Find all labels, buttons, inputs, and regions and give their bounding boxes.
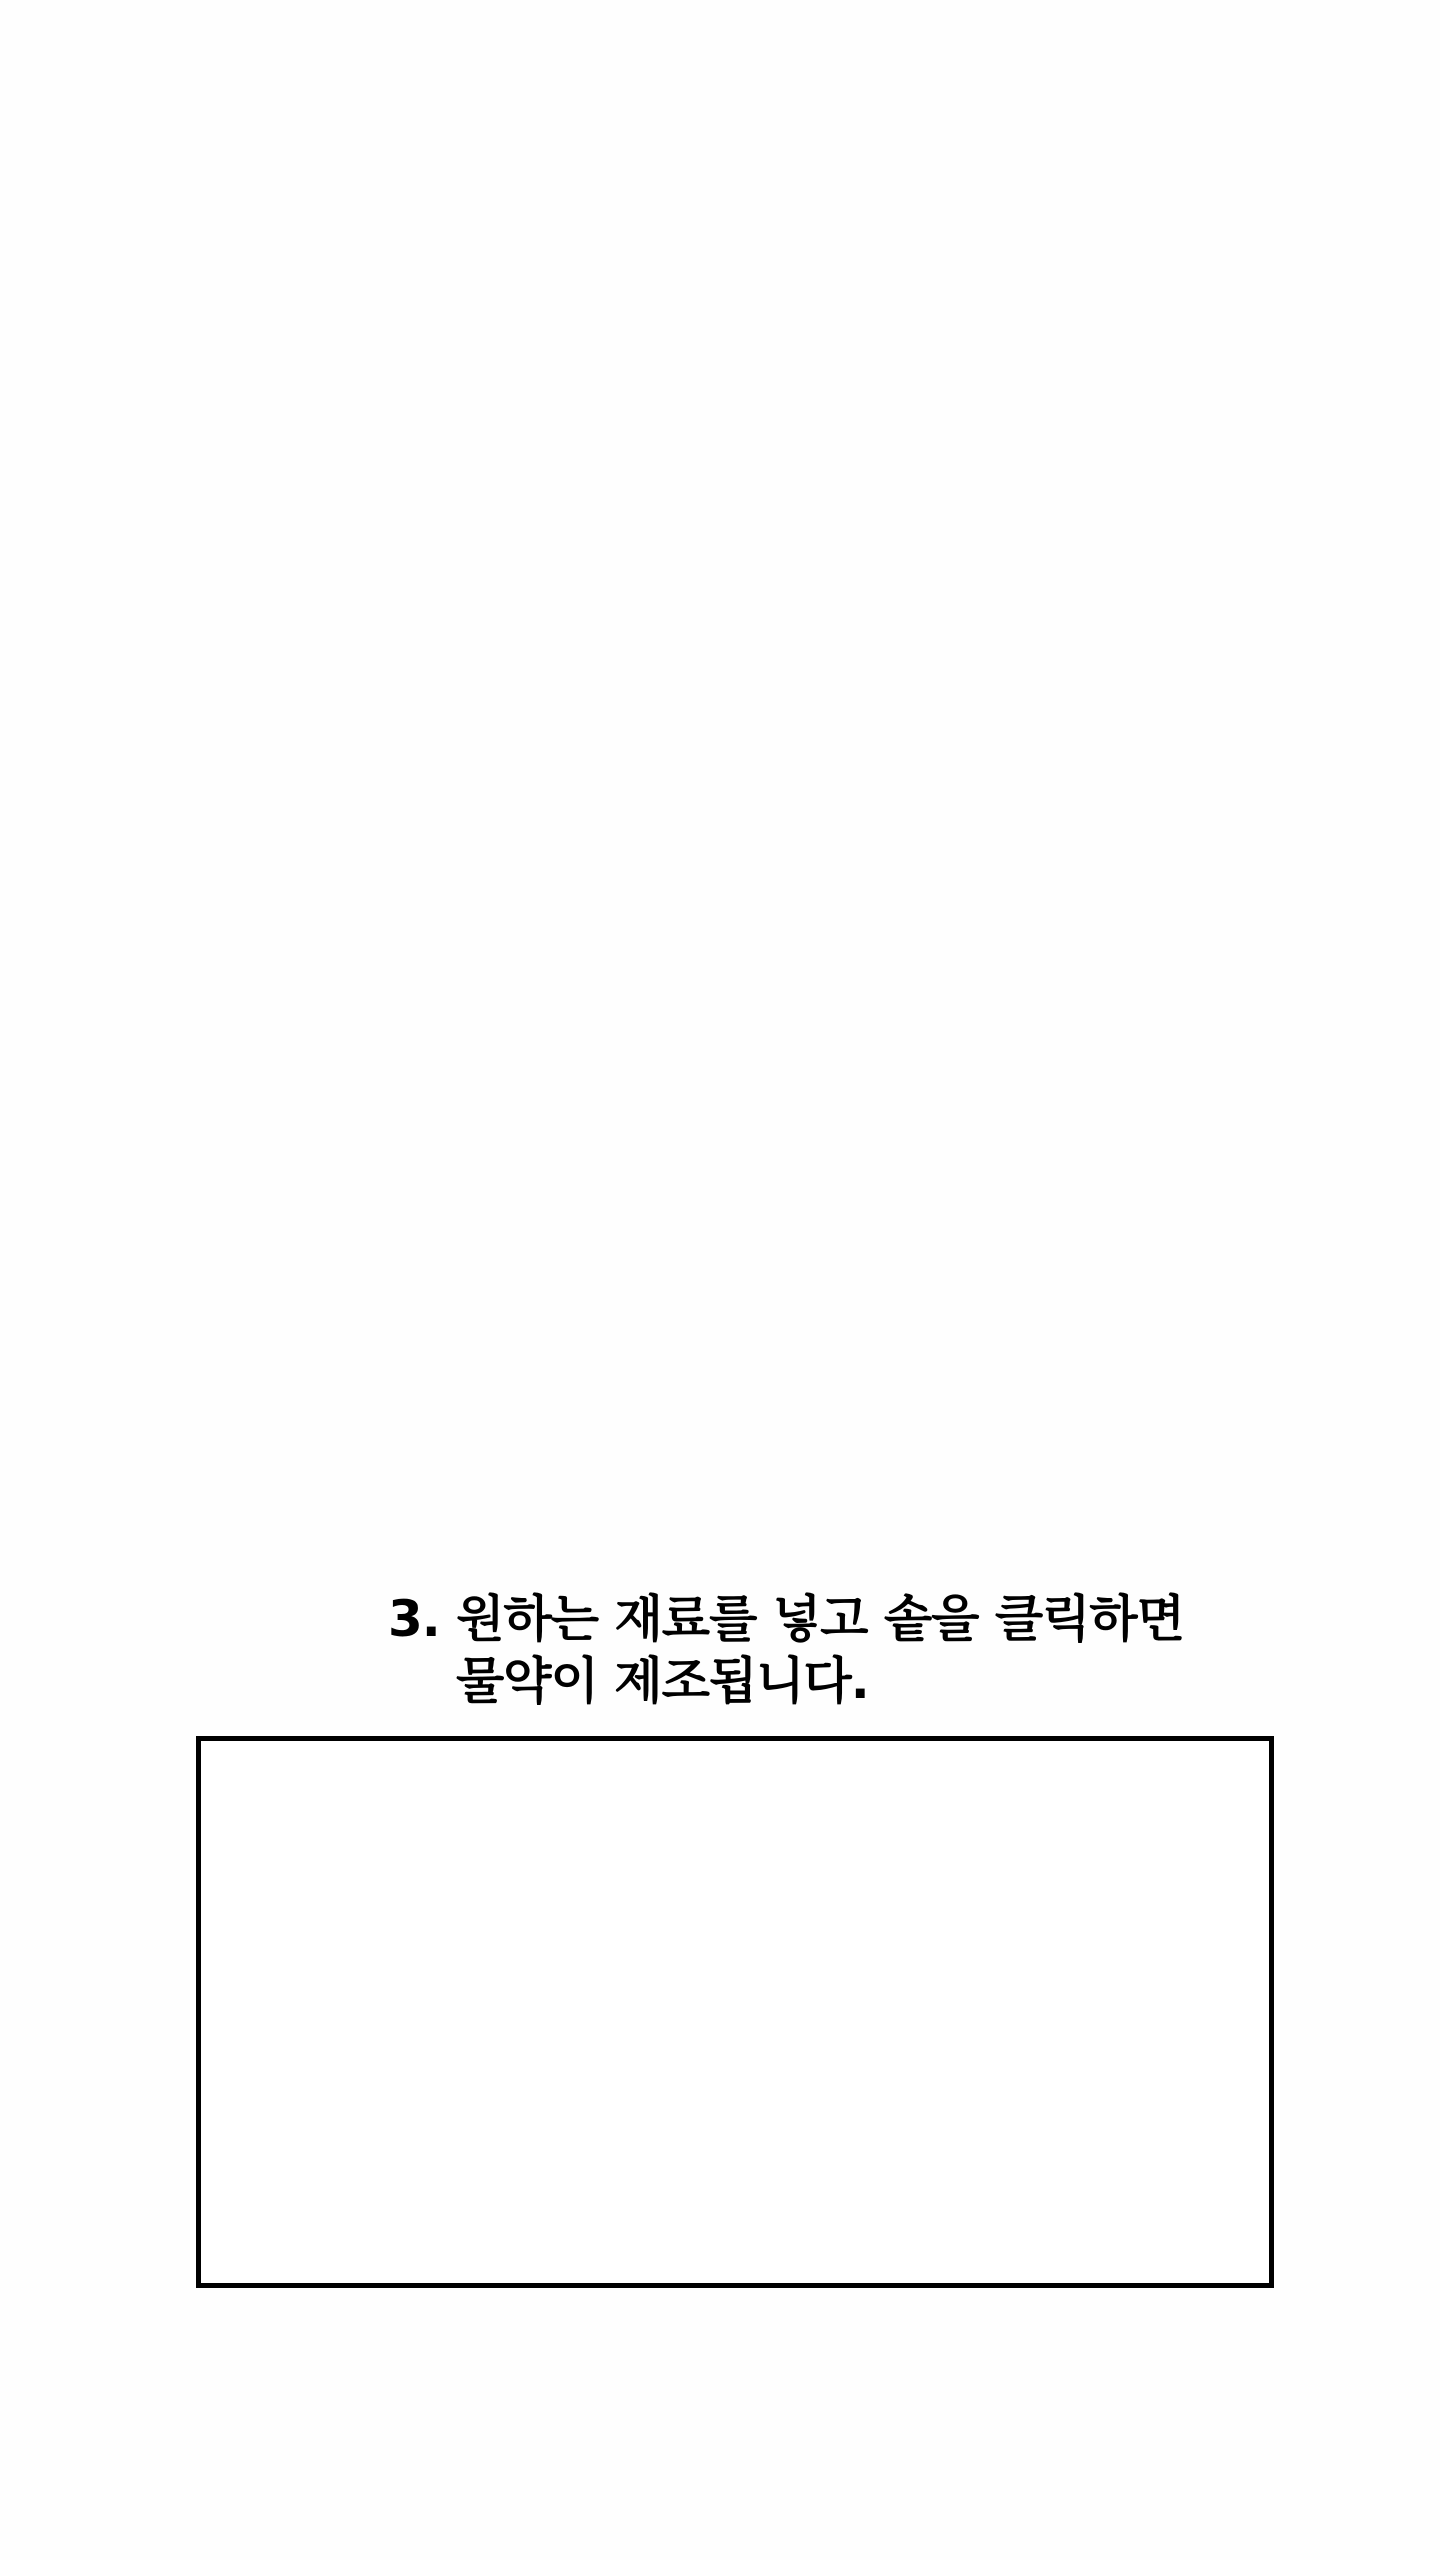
- caption-line-2: 물약이 제조됩니다.: [456, 1652, 869, 1710]
- empty-panel-frame: [196, 1736, 1274, 2288]
- instruction-caption: [388, 1588, 1184, 1712]
- caption-line-1: 3. 원하는 재료를 넣고 솥을 클릭하면: [388, 1590, 1185, 1648]
